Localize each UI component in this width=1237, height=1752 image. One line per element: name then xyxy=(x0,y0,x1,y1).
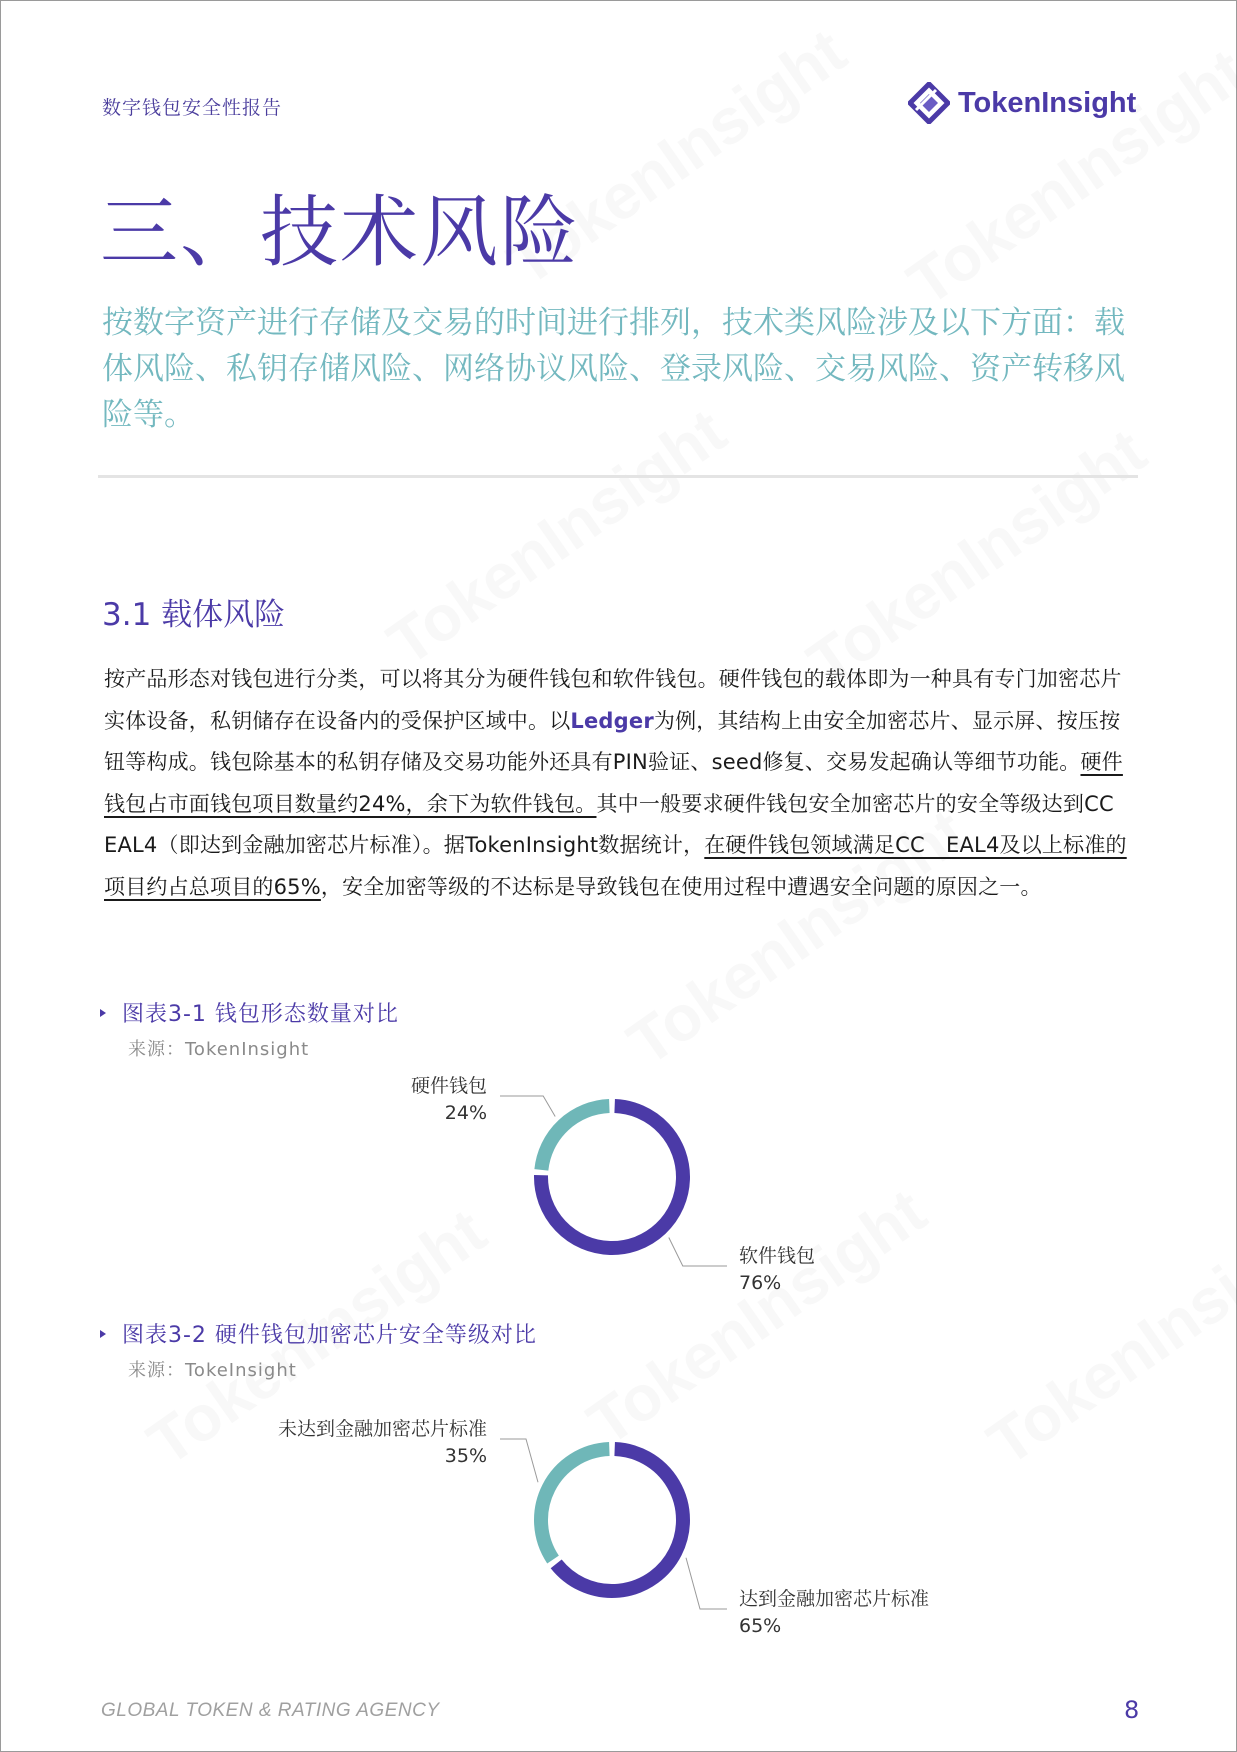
tokeninsight-logo[interactable] xyxy=(908,82,1136,124)
donut-chart-2 xyxy=(0,1398,1237,1648)
underlined-statement: 在硬件钱包领域满足CC EAL4及以上标准的项目约占总项目的65% xyxy=(104,833,1127,899)
leader-line-2-2 xyxy=(686,1558,727,1609)
figure-1-chart xyxy=(0,1055,1237,1305)
leader-line-2-1 xyxy=(500,1439,538,1482)
slice-value-1-1: 24% xyxy=(444,1102,487,1124)
figure-1-title xyxy=(100,997,399,1028)
page-number: 8 xyxy=(1124,1696,1140,1724)
report-title: 数字钱包安全性报告 xyxy=(102,97,283,119)
section-divider xyxy=(98,475,1138,478)
leader-line-1-1 xyxy=(500,1096,555,1117)
leader-line-1-2 xyxy=(669,1238,727,1267)
figure-1-source: 来源：TokenInsight xyxy=(128,1039,310,1060)
bullet-icon xyxy=(100,1009,106,1017)
figure-1-title-text: 图表3-1 钱包形态数量对比 xyxy=(122,1002,399,1027)
figure-2-title-text: 图表3-2 硬件钱包加密芯片安全等级对比 xyxy=(122,1323,537,1348)
donut-chart-1 xyxy=(0,1055,1237,1305)
slice-label-2-1: 未达到金融加密芯片标准 xyxy=(277,1418,487,1440)
slice-label-1-1: 硬件钱包 xyxy=(410,1075,487,1097)
logo-text: TokenInsight xyxy=(958,86,1137,119)
figure-2-title xyxy=(100,1318,537,1349)
donut-slice-2-2 xyxy=(556,1449,683,1591)
slice-label-2-2: 达到金融加密芯片标准 xyxy=(739,1588,930,1610)
bullet-icon xyxy=(100,1330,106,1338)
underlined-statement: 硬件钱包占市面钱包项目数量约24%，余下为软件钱包。 xyxy=(104,750,1123,816)
figure-2-chart xyxy=(0,1398,1237,1648)
donut-slice-1-1 xyxy=(541,1106,609,1170)
section-paragraph xyxy=(104,659,1140,908)
paragraph-text: ，安全加密等级的不达标是导致钱包在使用过程中遭遇安全问题的原因之一。 xyxy=(320,874,1042,899)
slice-value-2-1: 35% xyxy=(444,1445,487,1467)
paragraph-text: 按产品形态对钱包进行分类，可以将其分为硬件钱包和软件钱包。硬件钱包的载体即为一种具有专门加密芯片实体设备，私钥储存在设备内的受保护区域中。以 xyxy=(104,667,1122,733)
footer-tagline: GLOBAL TOKEN & RATING AGENCY xyxy=(101,1700,440,1721)
slice-value-2-2: 65% xyxy=(739,1615,782,1637)
chapter-intro: 按数字资产进行存储及交易的时间进行排列，技术类风险涉及以下方面：载体风险、私钥存储风险、网络协议风险、登录风险、交易风险、资产转移风险等。 xyxy=(102,305,1125,433)
figure-2-source: 来源：TokeInsight xyxy=(128,1360,297,1381)
slice-label-1-2: 软件钱包 xyxy=(739,1245,816,1267)
logo-mark-icon xyxy=(908,82,950,124)
donut-slice-2-1 xyxy=(541,1449,609,1559)
section-title: 3.1 载体风险 xyxy=(102,597,286,633)
chapter-title: 三、技术风险 xyxy=(100,188,581,278)
paragraph-text: 为例，其结构上由安全加密芯片、显示屏、按压按钮等构成。钱包除基本的私钥存储及交易功能外还具有PIN验证、seed修复、交易发起确认等细节功能。 xyxy=(104,708,1121,774)
paragraph-text: 其中一般要求硬件钱包安全加密芯片的安全等级达到CC EAL4（即达到金融加密芯片标准）。据TokenInsight数据统计， xyxy=(104,791,1136,857)
slice-value-1-2: 76% xyxy=(739,1272,782,1294)
ledger-highlight: Ledger xyxy=(570,708,654,733)
